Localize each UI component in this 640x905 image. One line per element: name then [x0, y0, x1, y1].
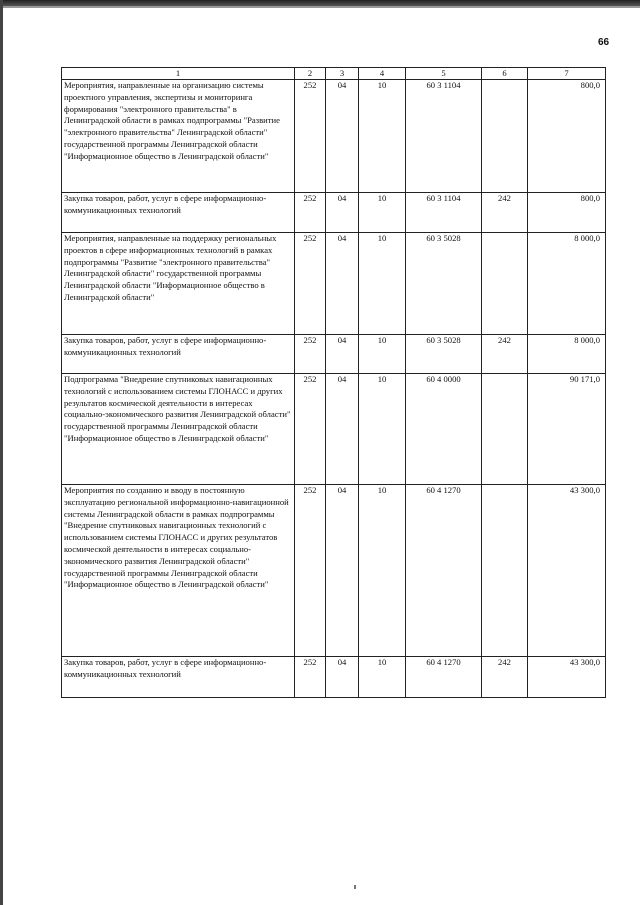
row-col-3: 04: [326, 233, 359, 335]
row-col-5: 60 4 0000: [406, 374, 482, 485]
scan-top-edge-shadow: [0, 6, 640, 8]
table-row: [62, 80, 606, 193]
row-col-7: 43 300,0: [528, 657, 606, 698]
table-row: [62, 657, 606, 698]
header-cell-2: 2: [295, 68, 326, 80]
header-cell-5: 5: [406, 68, 482, 80]
row-name: Мероприятия, направленные на организацию системы проектного управления, экспертизы и мониторинга формирования "электронного правительства" в Ленинградской области в рамках подпрограммы "Развитие "электронного правительства" Ленинградской области" государственной программы Ленинградской области "Информационное общество в Ленинградской области": [62, 80, 295, 193]
header-cell-1: 1: [62, 68, 295, 80]
row-name: Закупка товаров, работ, услуг в сфере информационно-коммуникационных технологий: [62, 335, 295, 374]
row-col-3: 04: [326, 657, 359, 698]
row-col-4: 10: [359, 374, 406, 485]
table-row: [62, 485, 606, 657]
header-cell-6: 6: [482, 68, 528, 80]
row-col-6: 242: [482, 193, 528, 233]
row-col-2: 252: [295, 335, 326, 374]
row-col-4: 10: [359, 80, 406, 193]
header-cell-4: 4: [359, 68, 406, 80]
budget-table: [61, 67, 606, 698]
row-col-6: 242: [482, 335, 528, 374]
row-name: Закупка товаров, работ, услуг в сфере информационно-коммуникационных технологий: [62, 657, 295, 698]
row-col-6: 242: [482, 657, 528, 698]
header-cell-7: 7: [528, 68, 606, 80]
row-col-3: 04: [326, 193, 359, 233]
table-row: [62, 335, 606, 374]
row-col-4: 10: [359, 485, 406, 657]
row-col-3: 04: [326, 335, 359, 374]
row-col-4: 10: [359, 335, 406, 374]
row-col-3: 04: [326, 374, 359, 485]
row-col-5: 60 3 1104: [406, 80, 482, 193]
row-col-4: 10: [359, 233, 406, 335]
row-col-5: 60 3 5028: [406, 233, 482, 335]
row-col-6: [482, 80, 528, 193]
scan-left-edge: [0, 0, 3, 905]
row-name: Мероприятия, направленные на поддержку региональных проектов в сфере информационных технологий в рамках подпрограммы "Развитие "электронного правительства" Ленинградской области" государственной программы Ленинградской области "Информационное общество в Ленинградской области": [62, 233, 295, 335]
row-col-2: 252: [295, 657, 326, 698]
row-col-7: 800,0: [528, 193, 606, 233]
row-col-5: 60 3 5028: [406, 335, 482, 374]
table-row: [62, 233, 606, 335]
row-col-7: 90 171,0: [528, 374, 606, 485]
row-col-6: [482, 485, 528, 657]
header-cell-3: 3: [326, 68, 359, 80]
row-col-6: [482, 233, 528, 335]
row-col-3: 04: [326, 485, 359, 657]
row-col-4: 10: [359, 657, 406, 698]
row-name: Подпрограмма "Внедрение спутниковых навигационных технологий с использованием системы ГЛОНАСС и других результатов космической деятельности в интересах социально-экономического развития Ленинградской области" государственной программы Ленинградской области "Информационное общество в Ленинградской области": [62, 374, 295, 485]
table-row: [62, 193, 606, 233]
row-col-5: 60 3 1104: [406, 193, 482, 233]
row-col-5: 60 4 1270: [406, 657, 482, 698]
table-row: [62, 374, 606, 485]
page-number: 66: [598, 37, 610, 48]
row-col-2: 252: [295, 80, 326, 193]
table-header-row: [62, 68, 606, 80]
row-name: Закупка товаров, работ, услуг в сфере информационно-коммуникационных технологий: [62, 193, 295, 233]
row-col-3: 04: [326, 80, 359, 193]
row-col-2: 252: [295, 374, 326, 485]
row-col-5: 60 4 1270: [406, 485, 482, 657]
row-col-4: 10: [359, 193, 406, 233]
scan-speck: [354, 885, 356, 889]
row-col-7: 8 000,0: [528, 335, 606, 374]
row-col-6: [482, 374, 528, 485]
row-col-2: 252: [295, 485, 326, 657]
row-col-7: 800,0: [528, 80, 606, 193]
row-col-2: 252: [295, 193, 326, 233]
row-col-2: 252: [295, 233, 326, 335]
row-name: Мероприятия по созданию и вводу в постоянную эксплуатацию региональной информационно-навигационной системы Ленинградской области в рамках подпрограммы "Внедрение спутниковых навигационных технологий с использованием системы ГЛОНАСС и других результатов космической деятельности в интересах социально-экономического развития Ленинградской области" государственной программы Ленинградской области "Информационное общество в Ленинградской области": [62, 485, 295, 657]
row-col-7: 43 300,0: [528, 485, 606, 657]
row-col-7: 8 000,0: [528, 233, 606, 335]
